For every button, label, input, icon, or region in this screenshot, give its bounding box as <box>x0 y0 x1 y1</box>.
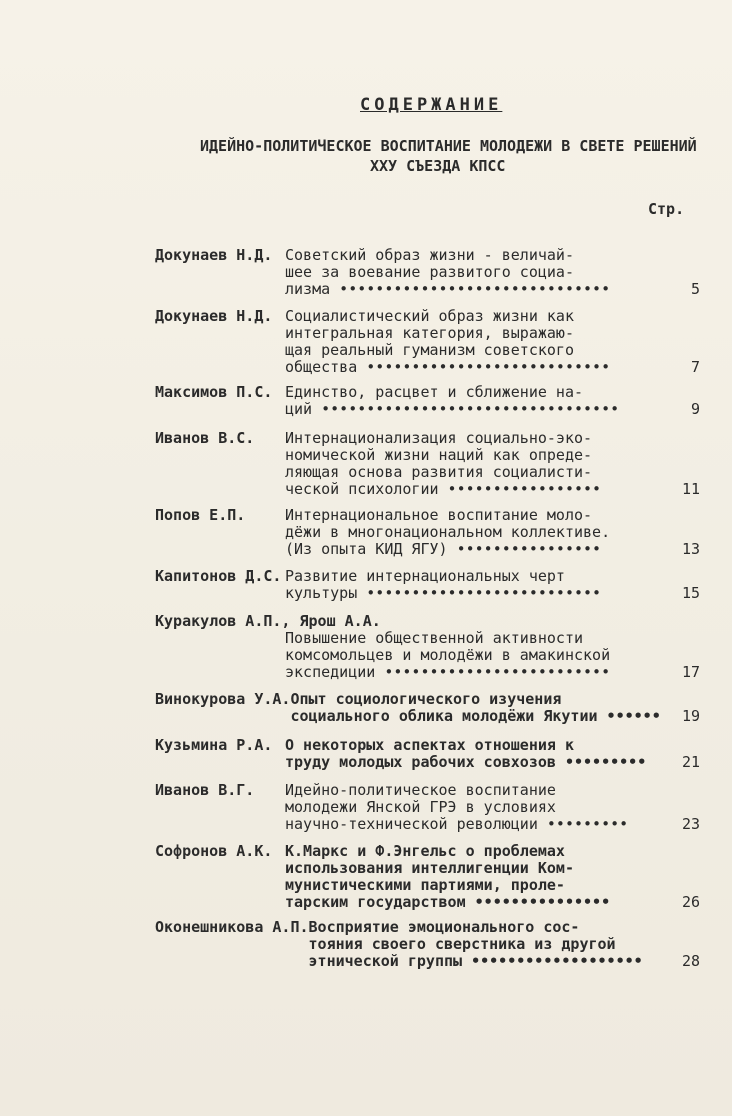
entry-title-text: Интернациональное воспитание моло- дёжи в многонациональном коллективе. (Из опыта КИД ЯГУ) •••••••••••••••• <box>285 506 611 558</box>
subtitle-line-1: ИДЕЙНО-ПОЛИТИЧЕСКОЕ ВОСПИТАНИЕ МОЛОДЕЖИ В СВЕТЕ РЕШЕНИЙ <box>200 137 697 155</box>
entry-title-text: Социалистический образ жизни как интегральная категория, выражаю- щая реальный гуманизм советского общества ••••••••••••••••••••••••••• <box>285 307 611 376</box>
entry-author: Попов Е.П. <box>155 506 246 524</box>
toc-entry <box>155 308 700 376</box>
entry-title-text: К.Маркс и Ф.Энгельс о проблемах использования интеллигенции Ком- мунистическими партиями, проле- тарским государством ••••••••••••••• <box>285 842 611 911</box>
entry-title-text: О некоторых аспектах отношения к труду молодых рабочих совхозов ••••••••• <box>285 736 647 771</box>
entry-title <box>285 568 700 602</box>
entry-page-number: 15 <box>681 584 700 602</box>
entry-title <box>285 737 700 771</box>
toc-entry <box>155 782 700 833</box>
entry-page-number: 7 <box>690 358 700 376</box>
entry-author: Иванов В.Г. <box>155 781 255 799</box>
entry-title <box>285 308 700 376</box>
subtitle-line-2: ХХУ СЪЕЗДА КПСС <box>370 157 506 175</box>
toc-entry <box>155 737 700 771</box>
toc-entry <box>155 384 700 418</box>
entry-author: Капитонов Д.С. <box>155 567 282 585</box>
entry-title-text: Восприятие эмоционального сос- тояния своего сверстника из другой этнической группы ••••••••••••••••••• <box>308 918 643 970</box>
entry-title <box>309 919 700 970</box>
entry-page-number: 5 <box>690 280 700 298</box>
entry-title <box>285 507 700 558</box>
entry-author: Винокурова У.А. <box>155 690 291 708</box>
entry-author: Кузьмина Р.А. <box>155 736 273 754</box>
entry-page-number: 28 <box>681 952 700 970</box>
entry-page-number: 23 <box>681 815 700 833</box>
entry-title <box>290 691 700 725</box>
entry-title-text: Развитие интернациональных черт культуры •••••••••••••••••••••••••• <box>285 567 602 602</box>
entry-title <box>285 247 700 298</box>
entry-page-number: 21 <box>681 753 700 771</box>
section-subtitle <box>200 136 720 176</box>
toc-entry <box>155 568 700 602</box>
toc-entry <box>155 430 700 498</box>
toc-entry <box>155 507 700 558</box>
entry-page-number: 26 <box>681 893 700 911</box>
toc-entry <box>155 843 700 911</box>
toc-entry <box>155 613 700 681</box>
page-heading: СОДЕРЖАНИЕ <box>360 95 503 115</box>
entry-title-text: Повышение общественной активности комсомольцев и молодёжи в амакинской экспедиции ••••••••••••••••••••••••• <box>285 629 611 681</box>
entry-title <box>285 630 700 681</box>
entry-title <box>285 430 700 498</box>
entry-title-text: Опыт социологического изучения социального облика молодёжи Якутии •••••• <box>290 690 661 725</box>
entry-author: Докунаев Н.Д. <box>155 246 273 264</box>
entry-author: Докунаев Н.Д. <box>155 307 273 325</box>
entry-title-text: Идейно-политическое воспитание молодежи Янской ГРЭ в условиях научно-технической революции ••••••••• <box>285 781 629 833</box>
page-column-label: Стр. <box>648 200 685 218</box>
entry-title <box>285 782 700 833</box>
entry-title <box>285 843 700 911</box>
entry-page-number: 13 <box>681 540 700 558</box>
entry-title-text: Интернационализация социально-эко- номической жизни наций как опреде- ляющая основа развития социалисти- ческой психологии ••••••••••••••••• <box>285 429 602 498</box>
entry-title-text: Единство, расцвет и сближение на- ций ••••••••••••••••••••••••••••••••• <box>285 383 620 418</box>
entry-author: Максимов П.С. <box>155 383 273 401</box>
entry-author: Оконешникова А.П. <box>155 918 309 936</box>
entry-author: Софронов А.К. <box>155 842 273 860</box>
entry-author: Иванов В.С. <box>155 429 255 447</box>
entry-title-text: Советский образ жизни - величай- шее за воевание развитого социа- лизма •••••••••••••••••••••••••••••• <box>285 246 611 298</box>
entry-page-number: 9 <box>690 400 700 418</box>
entry-page-number: 19 <box>681 707 700 725</box>
entry-page-number: 17 <box>681 663 700 681</box>
toc-entry <box>155 247 700 298</box>
entry-title <box>285 384 700 418</box>
entry-author: Куракулов А.П., Ярош А.А. <box>155 612 381 630</box>
entry-page-number: 11 <box>681 480 700 498</box>
toc-entry <box>155 691 700 725</box>
toc-entry <box>155 919 700 970</box>
